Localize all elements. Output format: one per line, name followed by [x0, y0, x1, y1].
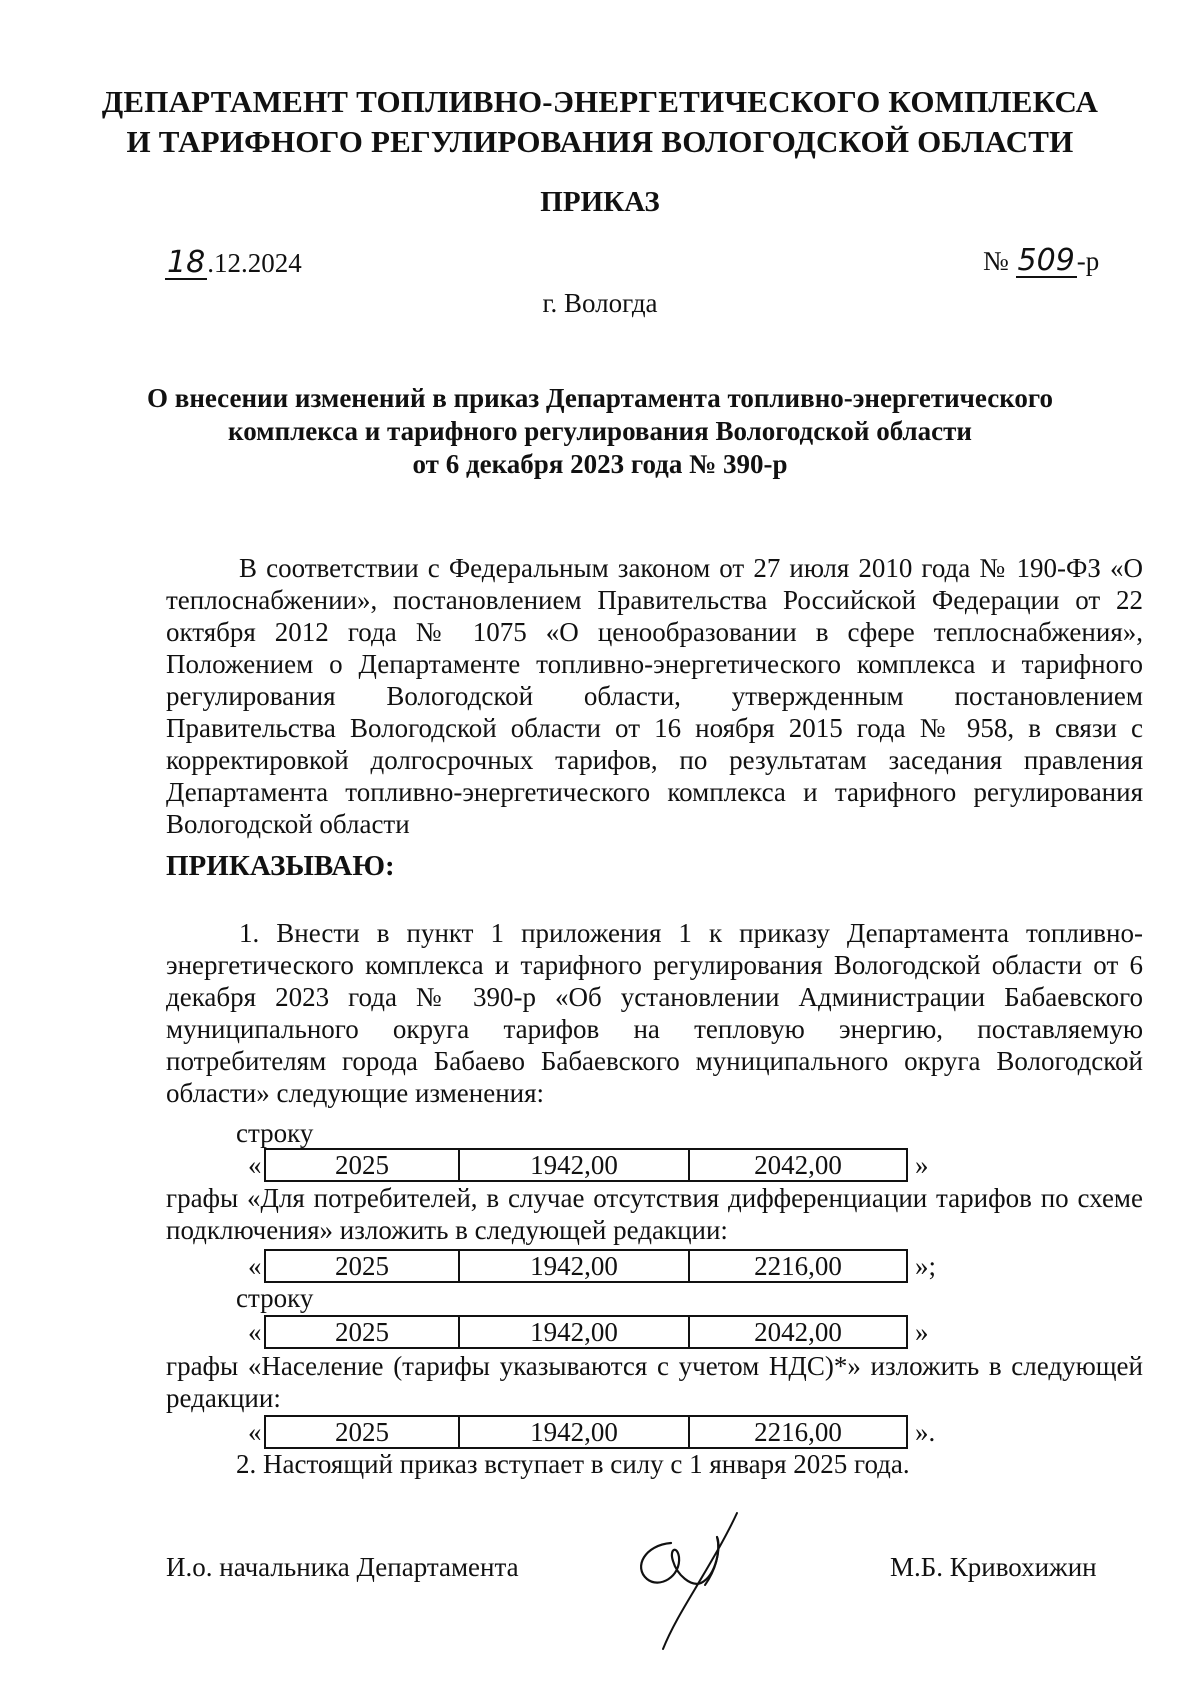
signatory-position: И.о. начальника Департамента — [166, 1552, 519, 1582]
order-date — [165, 245, 302, 280]
document-type: ПРИКАЗ — [540, 186, 660, 218]
cell-year: 2025 — [266, 1417, 460, 1447]
cell-tariff-1: 1942,00 — [460, 1317, 690, 1347]
date-day-handwritten: 18 — [167, 245, 206, 280]
open-quote: « — [248, 1417, 262, 1447]
mid-text-2: графы «Население (тарифы указываются с учетом НДС)*» изложить в следующей редакции: — [166, 1351, 1143, 1413]
cell-year: 2025 — [266, 1150, 460, 1180]
org-line-1: ДЕПАРТАМЕНТ ТОПЛИВНО-ЭНЕРГЕТИЧЕСКОГО КОМПЛЕКСА — [101, 84, 1099, 119]
order-number — [983, 243, 1100, 278]
open-quote: « — [248, 1251, 262, 1281]
number-sign: № — [983, 246, 1009, 276]
order-word: ПРИКАЗЫВАЮ: — [166, 850, 395, 882]
document-heading — [0, 382, 1200, 481]
number-suffix: -р — [1076, 246, 1100, 276]
open-quote: « — [248, 1150, 262, 1180]
cell-tariff-1: 1942,00 — [460, 1150, 690, 1180]
cell-tariff-2: 2042,00 — [754, 1150, 842, 1180]
org-line-2: И ТАРИФНОГО РЕГУЛИРОВАНИЯ ВОЛОГОДСКОЙ ОБЛАСТИ — [126, 124, 1074, 159]
item-1-paragraph: 1. Внести в пункт 1 приложения 1 к приказу Департамента топливно-энергетического комплекса и тарифного регулирования Вологодской области от 6 декабря 2023 года № 390-р «Об установлении Администрации Бабаевского муниципального округа тарифов на тепловую энергию, поставляемую потребителям города Бабаево Бабаевского муниципального округа Вологодской области» следующие изменения: — [166, 918, 1143, 1108]
tariff-table-2 — [264, 1249, 908, 1283]
tariff-table-4 — [264, 1415, 908, 1449]
tariff-table-1 — [264, 1148, 908, 1182]
item-2-paragraph: 2. Настоящий приказ вступает в силу с 1 января 2025 года. — [236, 1449, 910, 1479]
number-handwritten: 509 — [1017, 243, 1075, 278]
cell-tariff-2: 2216,00 — [754, 1251, 842, 1281]
close-quote: »; — [915, 1251, 937, 1281]
handwritten-signature — [625, 1505, 765, 1655]
cell-tariff-1: 1942,00 — [460, 1417, 690, 1447]
tariff-table-3 — [264, 1315, 908, 1349]
cell-year: 2025 — [266, 1317, 460, 1347]
cell-year: 2025 — [266, 1251, 460, 1281]
label-stroku-1: строку — [236, 1118, 314, 1148]
preamble-paragraph: В соответствии с Федеральным законом от 27 июля 2010 года № 190-ФЗ «О теплоснабжении», постановлением Правительства Российской Федерации от 22 октября 2012 года № 1075 «О ценообразовании в сфере теплоснабжения», Положением о Департаменте топливно-энергетического комплекса и тарифного регулирования Вологодской области, утвержденным постановлением Правительства Вологодской области от 16 ноября 2015 года № 958, в связи с корректировкой долгосрочных тарифов, по результатам заседания правления Департамента топливно-энергетического комплекса и тарифного регулирования Вологодской области — [166, 553, 1143, 839]
cell-tariff-2: 2042,00 — [754, 1317, 842, 1347]
open-quote: « — [248, 1317, 262, 1347]
city: г. Вологда — [542, 288, 658, 318]
cell-tariff-1: 1942,00 — [460, 1251, 690, 1281]
close-quote: ». — [915, 1417, 936, 1447]
heading-line-2: комплекса и тарифного регулирования Вологодской области — [228, 416, 972, 446]
heading-line-1: О внесении изменений в приказ Департамента топливно-энергетического — [146, 383, 1053, 413]
date-month-year: .12.2024 — [207, 248, 302, 278]
heading-line-3: от 6 декабря 2023 года № 390-р — [412, 449, 788, 479]
label-stroku-2: строку — [236, 1283, 314, 1313]
close-quote: » — [915, 1150, 929, 1180]
cell-tariff-2: 2216,00 — [754, 1417, 842, 1447]
mid-text-1: графы «Для потребителей, в случае отсутствия дифференциации тарифов по схеме подключения» изложить в следующей редакции: — [166, 1183, 1143, 1245]
organization-name — [0, 82, 1200, 162]
signatory-name: М.Б. Кривохижин — [890, 1552, 1097, 1582]
close-quote: » — [915, 1317, 929, 1347]
